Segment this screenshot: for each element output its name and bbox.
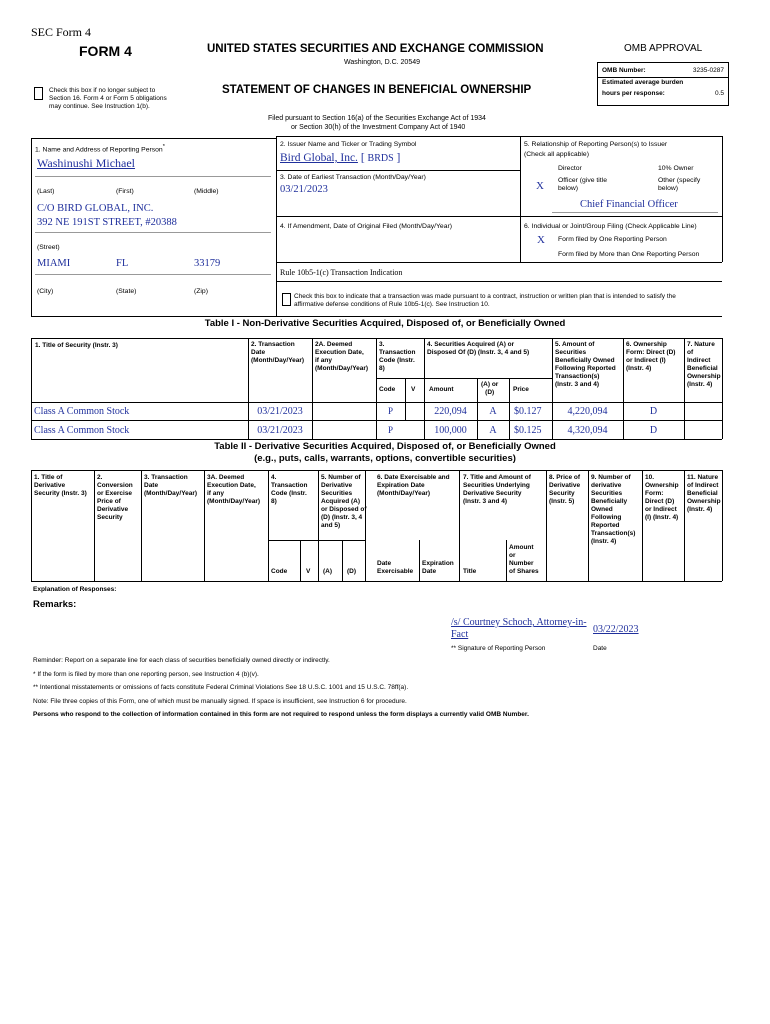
state-label: (State) (116, 288, 137, 295)
note-misstatements: ** Intentional misstatements or omissions of facts constitute Federal Criminal Violations See 18 U.S.C. 1001 and 15 U.S.C. 78ff(a). (33, 684, 409, 691)
h: Execution Date, (207, 482, 256, 489)
t1-header-date (251, 341, 304, 365)
h: or (509, 552, 516, 559)
signature-name[interactable] (451, 617, 587, 641)
box4-label: 4. If Amendment, Date of Original Filed (Month/Day/Year) (280, 223, 453, 230)
box1-label (35, 143, 165, 155)
t2-header-number (321, 474, 367, 530)
issuer-name[interactable]: Bird Global, Inc. (280, 152, 358, 164)
h: Date (422, 568, 437, 575)
h: 6. Ownership (626, 341, 667, 348)
h: 1. Title of (34, 474, 63, 481)
first-label: (First) (116, 188, 134, 195)
t1-sub-code: Code (379, 386, 396, 393)
h: Derivative (34, 482, 66, 489)
box5-label-sub: (Check all applicable) (524, 151, 589, 158)
h: (I) (Instr. 4) (645, 514, 679, 521)
t1-row2-title: Class A Common Stock (34, 425, 130, 436)
h: Following (591, 514, 622, 521)
h: Securities (591, 490, 623, 497)
t2-header-title (34, 474, 87, 498)
h: 2. (97, 474, 103, 481)
checkbox-text-line: Check this box if no longer subject to (49, 87, 156, 94)
h: 4. Securities Acquired (A) or (427, 341, 515, 348)
omb-burden-label: Estimated average burden (602, 79, 684, 86)
remarks-heading: Remarks: (33, 599, 77, 610)
t2-header-deemed (207, 474, 260, 506)
table1 (31, 332, 722, 439)
h: Amount (509, 544, 534, 551)
h: (Month/Day/Year) (315, 365, 369, 372)
t1-row1-price: $0.127 (514, 406, 542, 417)
one-person-check-mark: X (537, 234, 545, 246)
h: 2A. Deemed (315, 341, 353, 348)
h: 7. Nature of (687, 341, 715, 356)
agency-location: Washington, D.C. 20549 (344, 59, 421, 66)
t1-row1-form: D (649, 406, 658, 417)
t1-row1-code: P (387, 406, 393, 416)
t1-row2-owned: 4,320,094 (567, 425, 608, 436)
t1-row2-form: D (649, 425, 658, 436)
t2-sub-expiration (422, 560, 454, 576)
t2-header-underlying (463, 474, 531, 506)
other-option[interactable] (658, 177, 700, 194)
h: Ownership (687, 373, 721, 380)
h: derivative (591, 482, 622, 489)
h: Disposed Of (D) (Instr. 3, 4 and 5) (427, 349, 530, 356)
t2-sub-code: Code (271, 568, 288, 575)
date-label: Date (593, 645, 607, 652)
more-person-option[interactable]: Form filed by More than One Reporting Person (558, 251, 700, 258)
city-value: MIAMI (37, 258, 71, 269)
h: or Indirect (I) (626, 357, 666, 364)
ticker-symbol: BRDS (367, 153, 394, 164)
middle-label: (Middle) (194, 188, 219, 195)
t1-header-amount-owned (555, 341, 616, 389)
other-option-line: below) (658, 185, 679, 193)
t1-row1-amount: 220,094 (434, 406, 467, 417)
t1-row2-date: 03/21/2023 (257, 425, 303, 436)
h: Security (97, 514, 123, 521)
h: Beneficially (591, 498, 628, 505)
rule-10b5-text-line: affirmative defense conditions of Rule 10b5-1(c). See Instruction 10. (294, 301, 490, 308)
address-line-1: C/O BIRD GLOBAL, INC. (37, 203, 154, 214)
t2-header-code (271, 474, 307, 506)
t2-header-owned (591, 474, 635, 546)
h: (Month/Day/Year) (144, 490, 198, 497)
h: Price of (97, 498, 121, 505)
form-tag: SEC Form 4 (31, 25, 92, 39)
rule-10b5-checkbox[interactable] (282, 293, 291, 306)
h: 3A. Deemed (207, 474, 245, 481)
h: 2. Transaction (251, 341, 295, 348)
ticker-bracket-close: ] (396, 152, 401, 164)
box5-label: 5. Relationship of Reporting Person(s) to Issuer (524, 141, 668, 148)
h: Transaction(s) (555, 373, 600, 380)
city-label: (City) (37, 288, 54, 295)
signature-line: /s/ Courtney Schoch, Attorney-in- (451, 617, 587, 628)
h: Derivative Security (463, 490, 522, 497)
h: or Disposed of (321, 506, 367, 513)
h: Following Reported (555, 365, 616, 372)
h: 3. (379, 341, 385, 348)
h: 6. Date Exercisable and (377, 474, 450, 481)
statement-title: STATEMENT OF CHANGES IN BENEFICIAL OWNERSHIP (222, 84, 532, 96)
t1-row1-owned: 4,220,094 (567, 406, 608, 417)
issuer-line (280, 152, 400, 164)
t2-sub-title: Title (463, 568, 477, 575)
h: (Instr. 4) (591, 538, 617, 545)
filed-pursuant-line: or Section 30(h) of the Investment Company Act of 1940 (291, 124, 466, 131)
state-value: FL (116, 258, 129, 269)
h: Number (509, 560, 534, 567)
t2-sub-amount (509, 544, 539, 576)
h: Code (Instr. (379, 357, 415, 364)
h: Owned (591, 506, 613, 513)
h: Ownership (687, 498, 721, 505)
t1-row2-amount: 100,000 (434, 425, 467, 436)
h: 4. (271, 474, 277, 481)
box6-label: 6. Individual or Joint/Group Filing (Check Applicable Line) (524, 223, 697, 230)
h: (Month/Day/Year) (377, 490, 431, 497)
t1-header-ownership-form (626, 341, 675, 373)
zip-label: (Zip) (194, 288, 208, 295)
box1-label-text: 1. Name and Address of Reporting Person (35, 146, 163, 154)
h: 8) (271, 498, 277, 505)
h: (Instr. 3 and 4) (463, 498, 508, 505)
h: 5. Amount of (555, 341, 595, 348)
h: Beneficial (687, 365, 718, 372)
rule-10b5-text-line: Check this box to indicate that a transaction was made pursuant to a contract, instruction or written plan that is intended to satisfy the (294, 293, 676, 300)
h: Indirect (687, 357, 711, 364)
omb-number-label: OMB Number: (602, 67, 646, 74)
box3-label: 3. Date of Earliest Transaction (Month/Day/Year) (280, 174, 426, 181)
h: Execution Date, (315, 349, 364, 356)
omb-burden-value: 0.5 (714, 90, 724, 97)
t2-sub-a: (A) (323, 568, 333, 575)
t1-sub-amount: Amount (429, 386, 454, 393)
rule-10b5-text (294, 293, 676, 309)
h: Reported (591, 522, 620, 529)
h: or Exercise (97, 490, 133, 497)
h: Security (Instr. 3) (34, 490, 87, 497)
other-option-line: Other (specify (658, 177, 701, 184)
checkbox-text-line: Section 16. Form 4 or Form 5 obligations (49, 95, 167, 102)
t1-sub-v: V (411, 386, 416, 393)
t1-header-nature (687, 341, 722, 389)
note-omb: Persons who respond to the collection of information contained in this form are not required to respond unless the form displays a currently valid OMB Number. (33, 711, 529, 718)
last-label: (Last) (37, 188, 55, 195)
table2-subtitle: (e.g., puts, calls, warrants, options, convertible securities) (254, 453, 516, 464)
t1-row2-price: $0.125 (514, 425, 542, 436)
h: or Indirect (645, 506, 677, 513)
zip-value: 33179 (194, 258, 221, 269)
officer-option-line: Officer (give title (558, 177, 607, 184)
street-label: (Street) (37, 244, 60, 251)
note-reminder: Reminder: Report on a separate line for each class of securities beneficially owned directly or indirectly. (33, 657, 330, 664)
t2-sub-date-exercisable (377, 560, 413, 576)
h: Securities (555, 349, 587, 356)
rule-10b5-title: Rule 10b5-1(c) Transaction Indication (280, 268, 403, 277)
table1-title: Table I - Non-Derivative Securities Acquired, Disposed of, or Beneficially Owned (204, 318, 566, 329)
h: (Instr. 4) (626, 365, 652, 372)
h: of Indirect (687, 482, 719, 489)
h: 3. Transaction (144, 474, 188, 481)
h: Derivative (549, 482, 581, 489)
h: Beneficially Owned (555, 357, 615, 364)
h: Ownership (645, 482, 679, 489)
h: and 5) (321, 522, 341, 529)
t1-sub-price: Price (513, 386, 529, 393)
h: if any (207, 490, 224, 497)
h: Transaction (379, 349, 416, 356)
omb-approval-title: OMB APPROVAL (624, 43, 703, 54)
t1-row1-title: Class A Common Stock (34, 406, 130, 417)
ticker-bracket-open: [ (360, 152, 365, 164)
t2-sub-d: (D) (347, 568, 357, 575)
t1-header-securities (427, 341, 529, 357)
agency-name: UNITED STATES SECURITIES AND EXCHANGE COMMISSION (207, 43, 544, 55)
table2 (31, 470, 722, 582)
h: Securities Underlying (463, 482, 530, 489)
h: (Instr. 4) (687, 381, 713, 388)
one-person-option[interactable]: Form filed by One Reporting Person (558, 236, 667, 243)
t1-row2-ad: A (489, 425, 497, 436)
t1-row1-ad: A (489, 406, 497, 417)
table2-title: Table II - Derivative Securities Acquired, Disposed of, or Beneficially Owned (214, 441, 556, 452)
address-line-2: 392 NE 191ST STREET, #20388 (37, 217, 177, 228)
h: Expiration Date (377, 482, 425, 489)
no-longer-subject-text (49, 87, 167, 111)
h: 9. Number of (591, 474, 631, 481)
reporting-person-name[interactable]: Washinushi Michael (37, 156, 136, 170)
h: Form: Direct (D) (626, 349, 676, 356)
filed-pursuant-line: Filed pursuant to Section 16(a) of the Securities Exchange Act of 1934 (268, 115, 486, 122)
h: Date (144, 482, 159, 489)
note-multiple-persons: * If the form is filed by more than one reporting person, see Instruction 4 (b)(v). (33, 671, 259, 678)
h: Transaction (271, 482, 308, 489)
h: Expiration (422, 560, 454, 567)
h: 5. Number of (321, 474, 361, 481)
h: 7. Title and Amount of (463, 474, 531, 481)
t1-sub-ad (481, 381, 498, 397)
h: 10. (645, 474, 655, 481)
director-option[interactable]: Director (558, 165, 582, 172)
t1-header-code (379, 341, 415, 373)
h: Transaction(s) (591, 530, 636, 537)
t2-header-ownership-form (645, 474, 679, 522)
ten-percent-owner-option[interactable]: 10% Owner (658, 165, 694, 172)
signature-date: 03/22/2023 (593, 624, 639, 635)
officer-title: Chief Financial Officer (580, 199, 678, 210)
h: (Month/Day/Year) (251, 357, 305, 364)
t2-header-price (549, 474, 580, 506)
omb-box (597, 62, 729, 106)
h: Exercisable (377, 568, 414, 575)
h: Form: (645, 490, 664, 497)
t1-row2-code: P (387, 425, 393, 435)
h: 8. Price of (549, 474, 581, 481)
officer-option[interactable] (558, 177, 607, 194)
h: (D) (485, 389, 495, 396)
t1-row1-date: 03/21/2023 (257, 406, 303, 417)
signature-line: Fact (451, 629, 469, 640)
signature-label: ** Signature of Reporting Person (451, 645, 546, 652)
t2-header-date (144, 474, 197, 498)
h: (Instr. 4) (687, 506, 713, 513)
h: Securities (321, 490, 353, 497)
h: (Instr. 5) (549, 498, 575, 505)
box1-star: * (162, 144, 165, 150)
officer-option-line: below) (558, 185, 579, 193)
h: Derivative (97, 506, 129, 513)
h: 8) (379, 365, 385, 372)
omb-burden-label: hours per response: (602, 90, 665, 97)
h: of Shares (509, 568, 539, 575)
h: Date (377, 560, 392, 567)
h: (Instr. 3 and 4) (555, 381, 600, 388)
t2-sub-v: V (306, 568, 311, 575)
omb-number-value: 3235-0287 (692, 67, 724, 74)
t2-header-conversion (97, 474, 133, 522)
h: 11. Nature (687, 474, 719, 481)
h: Acquired (A) (321, 498, 360, 505)
t2-header-nature (687, 474, 721, 514)
box2-label: 2. Issuer Name and Ticker or Trading Symbol (280, 141, 417, 148)
h: Code (Instr. (271, 490, 307, 497)
t1-header-deemed (315, 341, 368, 373)
h: Derivative (321, 482, 353, 489)
h: (D) (Instr. 3, 4 (321, 514, 363, 521)
h: Security (549, 490, 575, 497)
h: (Month/Day/Year) (207, 498, 261, 505)
officer-check-mark: X (536, 180, 544, 192)
h: if any (315, 357, 332, 364)
h: Conversion (97, 482, 133, 489)
h: Beneficial (687, 490, 718, 497)
explanation-heading: Explanation of Responses: (33, 586, 117, 593)
h: Direct (D) (645, 498, 675, 505)
t2-header-exercisable (377, 474, 450, 498)
h: Date (251, 349, 266, 356)
note-copies: Note: File three copies of this Form, one of which must be manually signed. If space is insufficient, see Instruction 6 for procedure. (33, 698, 407, 705)
no-longer-subject-checkbox[interactable] (34, 87, 43, 100)
t1-header-title: 1. Title of Security (Instr. 3) (35, 342, 118, 349)
form-title: FORM 4 (79, 43, 132, 59)
checkbox-text-line: may continue. See Instruction 1(b). (49, 103, 150, 110)
h: (A) or (481, 381, 499, 388)
earliest-transaction-date: 03/21/2023 (280, 184, 328, 195)
